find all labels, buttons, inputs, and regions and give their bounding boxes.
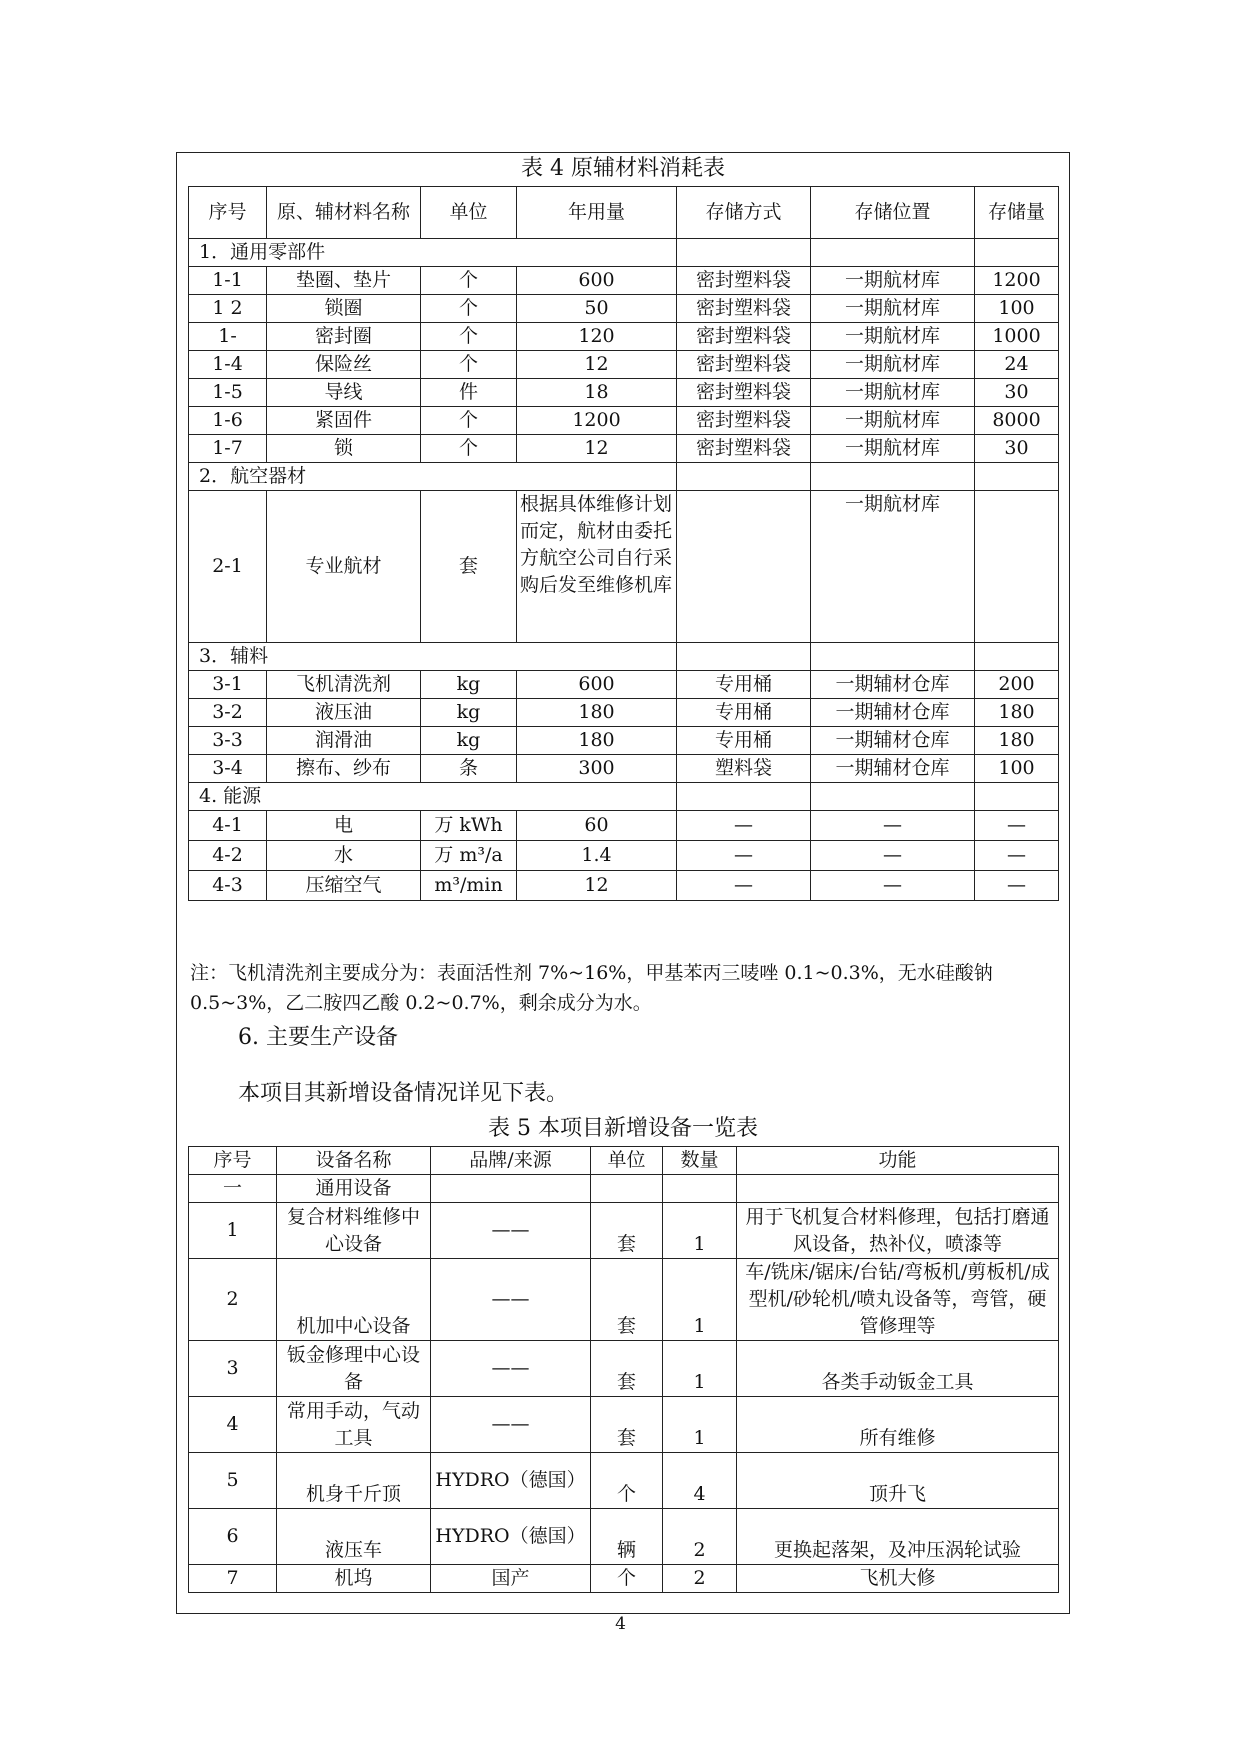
table4-row (189, 841, 1059, 871)
table4-cell: 专用桶 (677, 727, 811, 755)
table5-cell: 用于飞机复合材料修理，包括打磨通风设备，热补仪，喷漆等 (737, 1203, 1059, 1259)
table4-cell: 擦布、纱布 (267, 755, 421, 783)
table4-cell: 塑料袋 (677, 755, 811, 783)
table4-cell: 压缩空气 (267, 871, 421, 901)
table4-cell: 锁圈 (267, 295, 421, 323)
table4-cell: 一期航材库 (811, 351, 975, 379)
table5-cell: 机身千斤顶 (277, 1453, 431, 1509)
table5 (188, 1146, 1059, 1593)
table4-row (189, 323, 1059, 351)
table4-cell: 电 (267, 811, 421, 841)
table4-cell: 100 (975, 295, 1059, 323)
table4 (188, 186, 1059, 901)
table4-row (189, 755, 1059, 783)
table4-cell: 3-1 (189, 671, 267, 699)
table4-header-cell: 单位 (421, 187, 517, 239)
table4-cell: 万 kWh (421, 811, 517, 841)
table5-cell: 飞机大修 (737, 1565, 1059, 1593)
table5-cell: 1 (663, 1397, 737, 1453)
table4-title: 表 4 原辅材料消耗表 (521, 156, 725, 181)
table4-cell: 一期辅材仓库 (811, 727, 975, 755)
table5-header-cell: 单位 (591, 1147, 663, 1175)
table4-cell: 100 (975, 755, 1059, 783)
table5-cell: 6 (189, 1509, 277, 1565)
table4-cell: 200 (975, 671, 1059, 699)
table4-cell: 1-1 (189, 267, 267, 295)
table4-cell: — (811, 871, 975, 901)
table4-cell: 导线 (267, 379, 421, 407)
table4-cell: 1 2 (189, 295, 267, 323)
table5-header-cell: 设备名称 (277, 1147, 431, 1175)
table4-cell: 180 (975, 699, 1059, 727)
table4-cell: m³/min (421, 871, 517, 901)
table4-cell: 个 (421, 435, 517, 463)
table4-row (189, 811, 1059, 841)
table5-row (189, 1509, 1059, 1565)
table5-row (189, 1565, 1059, 1593)
table4-cell: — (677, 841, 811, 871)
table4-cell: 2-1 (189, 491, 267, 643)
table5-row (189, 1259, 1059, 1341)
table4-cell: — (811, 841, 975, 871)
table4-cell: 密封圈 (267, 323, 421, 351)
table4-row (189, 407, 1059, 435)
table5-cell: 个 (591, 1453, 663, 1509)
table5-cell: —— (431, 1259, 591, 1341)
table4-cell: 润滑油 (267, 727, 421, 755)
table5-cell: 一 (189, 1175, 277, 1203)
table5-cell: 1 (663, 1259, 737, 1341)
table5-cell: 1 (189, 1203, 277, 1259)
table4-row (189, 295, 1059, 323)
table4-cell: 个 (421, 295, 517, 323)
table4-cell: 12 (517, 871, 677, 901)
table5-cell: —— (431, 1341, 591, 1397)
table4-cell: 12 (517, 351, 677, 379)
table4-cell: 专用桶 (677, 671, 811, 699)
table5-header-cell: 数量 (663, 1147, 737, 1175)
table5-cell: 4 (189, 1397, 277, 1453)
table5-cell: 所有维修 (737, 1397, 1059, 1453)
table4-cell: 个 (421, 323, 517, 351)
table5-cell: 2 (189, 1259, 277, 1341)
table5-header-cell: 序号 (189, 1147, 277, 1175)
table4-row (189, 871, 1059, 901)
table5-cell: 1 (663, 1341, 737, 1397)
table4-empty-cell (975, 783, 1059, 811)
table4-cell: kg (421, 671, 517, 699)
table5-cell (591, 1175, 663, 1203)
table4-cell: 专业航材 (267, 491, 421, 643)
table4-cell: 紧固件 (267, 407, 421, 435)
table4-row (189, 435, 1059, 463)
table5-cell: 机坞 (277, 1565, 431, 1593)
table5-title: 表 5 本项目新增设备一览表 (488, 1116, 758, 1141)
table4-cell: 4-1 (189, 811, 267, 841)
table4-empty-cell (677, 239, 811, 267)
table4-cell: 一期航材库 (811, 295, 975, 323)
table4-cell: 180 (517, 699, 677, 727)
table4-cell: 专用桶 (677, 699, 811, 727)
table4-empty-cell (975, 643, 1059, 671)
table4-empty-cell (677, 463, 811, 491)
table4-cell: 一期辅材仓库 (811, 755, 975, 783)
table4-header-cell: 原、辅材料名称 (267, 187, 421, 239)
table4-cell: — (975, 871, 1059, 901)
table5-cell: 顶升飞 (737, 1453, 1059, 1509)
table4-row (189, 379, 1059, 407)
table4-row (189, 699, 1059, 727)
table5-cell: 套 (591, 1397, 663, 1453)
table4-section-row (189, 239, 1059, 267)
table4-header-cell: 序号 (189, 187, 267, 239)
table4-empty-cell (811, 643, 975, 671)
table4-cell: 120 (517, 323, 677, 351)
table5-row (189, 1397, 1059, 1453)
table4-cell: 个 (421, 351, 517, 379)
table4-cell: kg (421, 699, 517, 727)
table5-cell: HYDRO（德国） (431, 1509, 591, 1565)
table4-cell: 根据具体维修计划而定，航材由委托方航空公司自行采购后发至维修机库 (517, 491, 677, 643)
table4-cell: 600 (517, 671, 677, 699)
table5-cell: 套 (591, 1203, 663, 1259)
table4-section-label: 1．通用零部件 (189, 239, 677, 267)
table4-cell: 一期航材库 (811, 267, 975, 295)
table4-cell: 12 (517, 435, 677, 463)
table4-section-label: 4. 能源 (189, 783, 677, 811)
table4-cell: 个 (421, 407, 517, 435)
table4-header-cell: 存储量 (975, 187, 1059, 239)
table4-cell: 3-2 (189, 699, 267, 727)
table4-cell: 保险丝 (267, 351, 421, 379)
table4-cell: — (677, 871, 811, 901)
table4-row (189, 267, 1059, 295)
table5-cell: 辆 (591, 1509, 663, 1565)
table4-cell: — (677, 811, 811, 841)
table4-cell: 3-4 (189, 755, 267, 783)
table4-cell: 一期辅材仓库 (811, 671, 975, 699)
table5-row (189, 1203, 1059, 1259)
table4-cell: 密封塑料袋 (677, 407, 811, 435)
table4-cell: 条 (421, 755, 517, 783)
table4-cell: 180 (517, 727, 677, 755)
table4-cell: 垫圈、垫片 (267, 267, 421, 295)
table5-cell: 5 (189, 1453, 277, 1509)
table4-cell: 1-7 (189, 435, 267, 463)
table4-cell: 密封塑料袋 (677, 379, 811, 407)
table5-cell (431, 1175, 591, 1203)
table4-cell: 密封塑料袋 (677, 351, 811, 379)
table4-cell: 1200 (517, 407, 677, 435)
table4-empty-cell (811, 783, 975, 811)
table4-cell: 密封塑料袋 (677, 435, 811, 463)
table5-cell: 各类手动钣金工具 (737, 1341, 1059, 1397)
table4-cell: 一期辅材仓库 (811, 699, 975, 727)
table5-cell: 通用设备 (277, 1175, 431, 1203)
table4-header-cell: 年用量 (517, 187, 677, 239)
table4-cell: 60 (517, 811, 677, 841)
table4-section-label: 2．航空器材 (189, 463, 677, 491)
table4-cell: 8000 (975, 407, 1059, 435)
table4-row (189, 727, 1059, 755)
table4-cell: 24 (975, 351, 1059, 379)
table4-cell: 4-2 (189, 841, 267, 871)
table4-header-cell: 存储方式 (677, 187, 811, 239)
table5-cell: 2 (663, 1565, 737, 1593)
table4-cell: 600 (517, 267, 677, 295)
table5-cell: 套 (591, 1259, 663, 1341)
table4-cell: 飞机清洗剂 (267, 671, 421, 699)
table4-empty-cell (811, 463, 975, 491)
table4-header-row (189, 187, 1059, 239)
table5-cell: 1 (663, 1203, 737, 1259)
table4-cell: 密封塑料袋 (677, 323, 811, 351)
table5-cell: HYDRO（德国） (431, 1453, 591, 1509)
table4-cell: kg (421, 727, 517, 755)
table4-cell: 1000 (975, 323, 1059, 351)
table5-cell: 7 (189, 1565, 277, 1593)
table4-cell: 3-3 (189, 727, 267, 755)
table4-cell: — (975, 811, 1059, 841)
table5-cell (663, 1175, 737, 1203)
table5-row (189, 1453, 1059, 1509)
table5-header-cell: 品牌/来源 (431, 1147, 591, 1175)
table4-empty-cell (811, 239, 975, 267)
table4-cell: 50 (517, 295, 677, 323)
table4-empty-cell (677, 643, 811, 671)
table4-section-label: 3．辅料 (189, 643, 677, 671)
table5-cell: 国产 (431, 1565, 591, 1593)
table4-row (189, 351, 1059, 379)
table4-cell: 水 (267, 841, 421, 871)
table4-cell: — (975, 841, 1059, 871)
table4-cell: 1- (189, 323, 267, 351)
table4-row (189, 671, 1059, 699)
table4-cell: 30 (975, 379, 1059, 407)
table5-cell: —— (431, 1203, 591, 1259)
table4-cell: — (811, 811, 975, 841)
table5-cell: 液压车 (277, 1509, 431, 1565)
table4-note: 注：飞机清洗剂主要成分为：表面活性剂 7%~16%，甲基苯丙三唛唑 0.1~0.3%，无水硅酸钠 0.5~3%，乙二胺四乙酸 0.2~0.7%，剩余成分为水。 (190, 962, 993, 1014)
table4-cell: 一期航材库 (811, 491, 975, 643)
table5-cell: 4 (663, 1453, 737, 1509)
table5-cell: —— (431, 1397, 591, 1453)
table5-header-cell: 功能 (737, 1147, 1059, 1175)
table4-cell: 锁 (267, 435, 421, 463)
table4-section-row (189, 643, 1059, 671)
table5-cell: 车/铣床/锯床/台钻/弯板机/剪板机/成型机/砂轮机/喷丸设备等，弯管，硬管修理等 (737, 1259, 1059, 1341)
table4-cell: 密封塑料袋 (677, 267, 811, 295)
page-number: 4 (615, 1614, 626, 1634)
table5-header-row (189, 1147, 1059, 1175)
table4-cell: 一期航材库 (811, 379, 975, 407)
table4-cell: 1200 (975, 267, 1059, 295)
table5-cell: 2 (663, 1509, 737, 1565)
table4-cell: 一期航材库 (811, 407, 975, 435)
intro-paragraph: 本项目其新增设备情况详见下表。 (238, 1081, 569, 1106)
table4-cell: 30 (975, 435, 1059, 463)
table5-row (189, 1341, 1059, 1397)
table5-cell: 个 (591, 1565, 663, 1593)
table5-cell: 复合材料维修中心设备 (277, 1203, 431, 1259)
table4-cell: 180 (975, 727, 1059, 755)
table5-row (189, 1175, 1059, 1203)
table4-cell: 1-4 (189, 351, 267, 379)
table4-cell: 一期航材库 (811, 435, 975, 463)
table4-cell: 1-5 (189, 379, 267, 407)
table4-cell (975, 491, 1059, 643)
table4-cell: 18 (517, 379, 677, 407)
table4-cell: 一期航材库 (811, 323, 975, 351)
table4-empty-cell (677, 783, 811, 811)
table4-row (189, 491, 1059, 643)
table5-cell: 套 (591, 1341, 663, 1397)
table4-cell: 万 m³/a (421, 841, 517, 871)
table4-cell (677, 491, 811, 643)
section-heading: 6. 主要生产设备 (238, 1025, 398, 1050)
table4-cell: 液压油 (267, 699, 421, 727)
table4-cell: 4-3 (189, 871, 267, 901)
table5-cell: 更换起落架，及冲压涡轮试验 (737, 1509, 1059, 1565)
table4-section-row (189, 463, 1059, 491)
table4-cell: 件 (421, 379, 517, 407)
table5-cell: 钣金修理中心设备 (277, 1341, 431, 1397)
table4-cell: 1-6 (189, 407, 267, 435)
table4-empty-cell (975, 463, 1059, 491)
table5-cell: 常用手动，气动工具 (277, 1397, 431, 1453)
table4-cell: 套 (421, 491, 517, 643)
table4-cell: 300 (517, 755, 677, 783)
table4-empty-cell (975, 239, 1059, 267)
table5-cell: 机加中心设备 (277, 1259, 431, 1341)
table4-header-cell: 存储位置 (811, 187, 975, 239)
table5-cell: 3 (189, 1341, 277, 1397)
table4-cell: 个 (421, 267, 517, 295)
table4-section-row (189, 783, 1059, 811)
table4-cell: 1.4 (517, 841, 677, 871)
table5-cell (737, 1175, 1059, 1203)
table4-cell: 密封塑料袋 (677, 295, 811, 323)
